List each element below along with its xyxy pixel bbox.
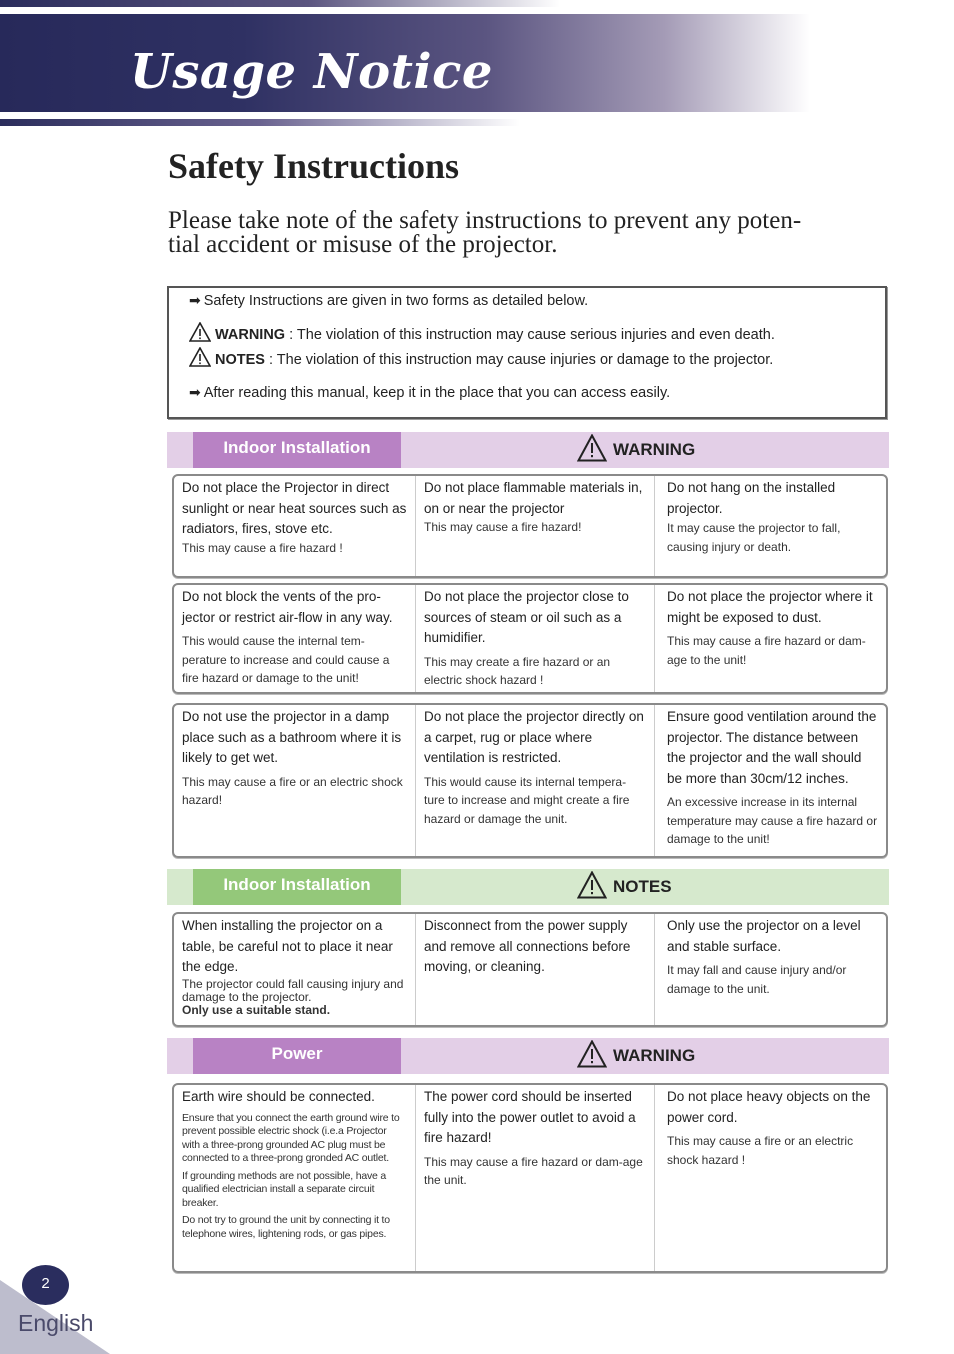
arrow-icon: ➡ xyxy=(189,384,201,400)
info-line-1: ➡ Safety Instructions are given in two forms as detailed below. xyxy=(189,292,589,309)
instruction-cell: Ensure good ventilation around the projector. The distance between the projector and the wall should be more than 30cm/12 inches. An excessive increase in its internal temperature may cause a fire hazard or damage to the unit! xyxy=(654,705,886,856)
instruction-cell: Do not place flammable materials in, on or near the projector This may cause a fire hazard! xyxy=(415,476,654,576)
warning-triangle-icon xyxy=(189,322,211,342)
instruction-cell: Do not place the projector where it might be exposed to dust. This may cause a fire hazard or dam-age to the unit! xyxy=(654,585,886,692)
band-tab: Indoor Installation xyxy=(193,432,401,468)
instruction-cell: Only use the projector on a level and stable surface. It may fall and cause injury and/or damage to the unit. xyxy=(654,914,886,1025)
intro-line-1: Please take note of the safety instructions to prevent any poten- xyxy=(168,207,802,234)
top-decorative-line xyxy=(0,0,560,7)
band-label: WARNING xyxy=(613,440,696,459)
warning-triangle-icon xyxy=(577,1040,607,1068)
info-line-4: ➡ After reading this manual, keep it in the place that you can access easily. xyxy=(189,384,671,401)
power-warning-band xyxy=(167,1038,889,1074)
intro-paragraph xyxy=(168,209,883,257)
warning-triangle-icon xyxy=(577,871,607,899)
instruction-cell: Disconnect from the power supply and remove all connections before moving, or cleaning. xyxy=(415,914,654,1025)
warning-triangle-icon xyxy=(189,347,211,367)
page-header-title: Usage Notice xyxy=(130,44,493,100)
instruction-cell: Do not place heavy objects on the power cord. This may cause a fire or an electric shock hazard ! xyxy=(654,1085,886,1271)
safety-info-box xyxy=(167,286,887,419)
indoor-warning-band xyxy=(167,432,889,468)
page-number-badge: 2 xyxy=(22,1265,69,1305)
warning-group-row-3 xyxy=(172,703,888,858)
instruction-cell: Do not place the Projector in direct sunlight or near heat sources such as radiators, fires, stove etc. This may cause a fire hazard ! xyxy=(182,480,407,555)
band-label: NOTES xyxy=(613,877,672,896)
indoor-notes-band xyxy=(167,869,889,905)
instruction-cell: Do not hang on the installed projector. It may cause the projector to fall, causing injury or death. xyxy=(654,476,886,576)
instruction-cell: Do not use the projector in a damp place such as a bathroom where it is likely to get wet. This may cause a fire or an electric shock hazard! xyxy=(182,709,403,807)
instruction-cell: The power cord should be inserted fully into the power outlet to avoid a fire hazard! This may cause a fire hazard or dam-age the unit. xyxy=(415,1085,654,1271)
warning-group-row-2 xyxy=(172,583,888,694)
band-label: WARNING xyxy=(613,1046,696,1065)
intro-line-2: tial accident or misuse of the projector. xyxy=(168,231,558,258)
header-underline xyxy=(0,119,520,126)
band-tab: Power xyxy=(193,1038,401,1074)
notes-group xyxy=(172,912,888,1027)
language-label: English xyxy=(18,1310,94,1336)
info-notes-line: NOTES : The violation of this instruction may cause injuries or damage to the projector. xyxy=(189,347,773,368)
arrow-icon: ➡ xyxy=(189,292,201,308)
band-tab: Indoor Installation xyxy=(193,869,401,905)
warning-triangle-icon xyxy=(577,434,607,462)
instruction-cell: Earth wire should be connected. Ensure that you connect the earth ground wire to prevent possible electric shock (i.e.a Projector with a three-prong grounded AC plug must be connected to a three-prong gronded AC outlet. If grounding methods are not possible, have a qualified electrician install a separate circuit breaker. Do not try to ground the unit by connecting it to telephone wires, lightening rods, or gas pipes. xyxy=(182,1089,400,1240)
info-warning-line: WARNING : The violation of this instruction may cause serious injuries and even death. xyxy=(189,322,775,343)
instruction-cell: Do not block the vents of the pro-jector or restrict air-flow in any way. This would cause the internal tem-perature to increase and could cause a fire hazard or damage to the unit! xyxy=(182,589,393,685)
warning-group-row-1 xyxy=(172,474,888,578)
header-banner xyxy=(0,14,810,112)
section-title: Safety Instructions xyxy=(168,146,460,186)
instruction-cell: Do not place the projector directly on a carpet, rug or place where ventilation is restricted. This would cause its internal tempera-ture to increase and might create a fire hazard or damage the unit. xyxy=(415,705,654,856)
instruction-cell: When installing the projector on a table, be careful not to place it near the edge. The projector could fall causing injury and damage to the projector. Only use a suitable stand. xyxy=(182,918,404,1017)
power-group xyxy=(172,1083,888,1273)
instruction-cell: Do not place the projector close to sources of steam or oil such as a humidifier. This may create a fire hazard or an electric shock hazard ! xyxy=(415,585,654,692)
